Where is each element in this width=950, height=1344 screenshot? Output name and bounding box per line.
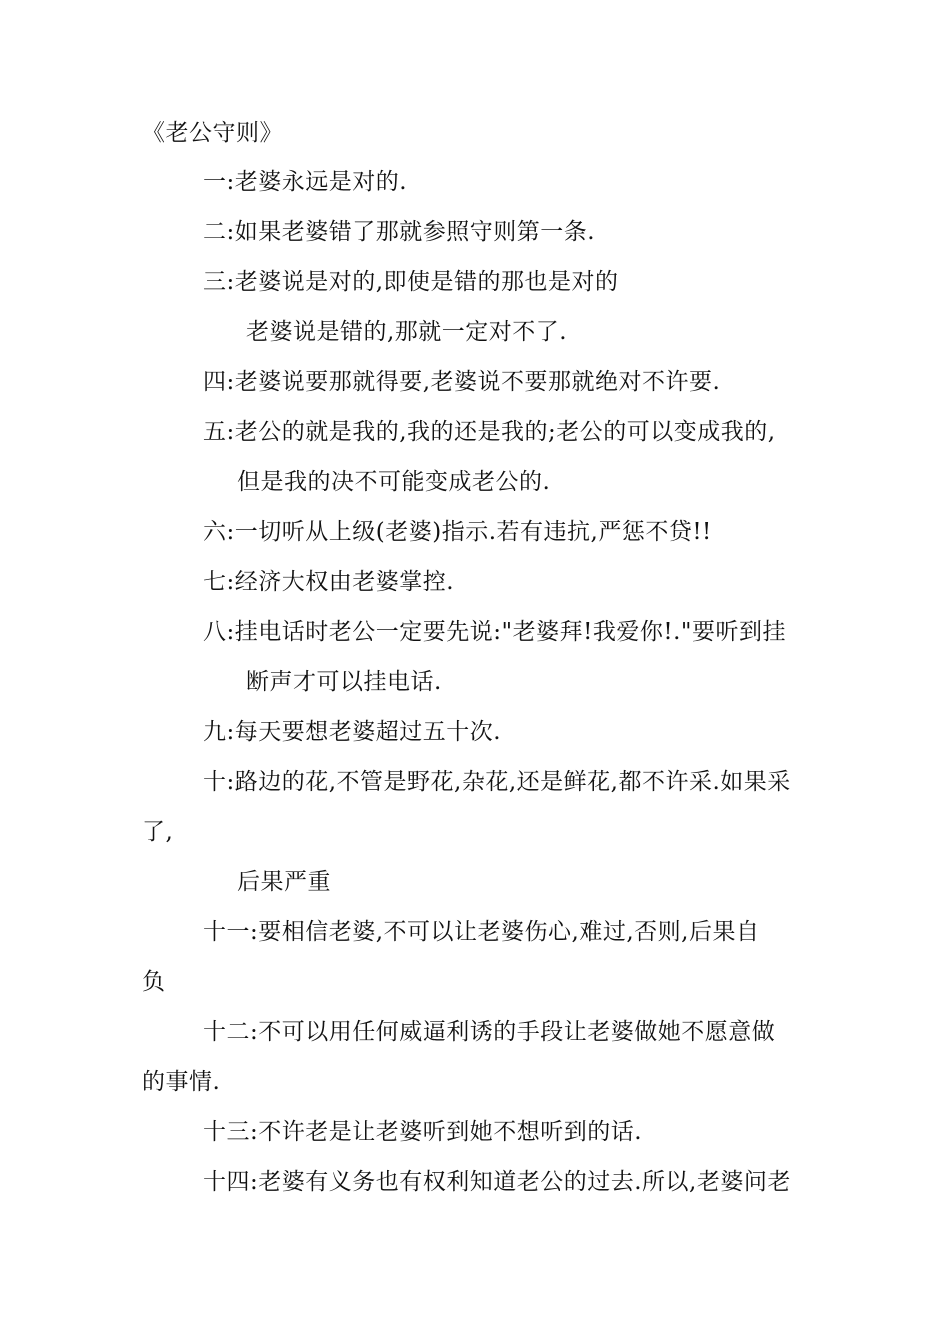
rule-line-13: 十三:不许老是让老婆听到她不想听到的话. bbox=[203, 1119, 643, 1145]
rule-line-7: 七:经济大权由老婆掌控. bbox=[203, 569, 455, 595]
rule-line-3-cont: 老婆说是错的,那就一定对不了. bbox=[246, 319, 568, 345]
rule-line-10-wrap: 了, bbox=[142, 819, 174, 845]
rule-line-9: 九:每天要想老婆超过五十次. bbox=[203, 719, 502, 745]
rule-line-4: 四:老婆说要那就得要,老婆说不要那就绝对不许要. bbox=[203, 369, 721, 395]
rule-line-14: 十四:老婆有义务也有权利知道老公的过去.所以,老婆问老 bbox=[203, 1169, 791, 1195]
rule-line-12-wrap: 的事情. bbox=[142, 1069, 221, 1095]
rule-line-8-cont: 断声才可以挂电话. bbox=[246, 669, 442, 695]
rule-line-8: 八:挂电话时老公一定要先说:"老婆拜!我爱你!."要听到挂 bbox=[203, 619, 786, 645]
rule-line-10-cont: 后果严重 bbox=[237, 869, 331, 895]
rule-line-5-cont: 但是我的决不可能变成老公的. bbox=[237, 469, 551, 495]
rule-line-12: 十二:不可以用任何威逼利诱的手段让老婆做她不愿意做 bbox=[203, 1019, 776, 1045]
rule-line-5: 五:老公的就是我的,我的还是我的;老公的可以变成我的, bbox=[203, 419, 776, 445]
rule-line-10: 十:路边的花,不管是野花,杂花,还是鲜花,都不许采.如果采 bbox=[203, 769, 791, 795]
rule-line-1: 一:老婆永远是对的. bbox=[203, 169, 408, 195]
rule-line-3: 三:老婆说是对的,即使是错的那也是对的 bbox=[203, 269, 619, 295]
rule-line-11: 十一:要相信老婆,不可以让老婆伤心,难过,否则,后果自 bbox=[203, 919, 760, 945]
document-title: 《老公守则》 bbox=[142, 120, 283, 146]
rule-line-2: 二:如果老婆错了那就参照守则第一条. bbox=[203, 219, 596, 245]
rule-line-6: 六:一切听从上级(老婆)指示.若有违抗,严惩不贷!! bbox=[203, 519, 712, 545]
rule-line-11-wrap: 负 bbox=[142, 969, 166, 995]
